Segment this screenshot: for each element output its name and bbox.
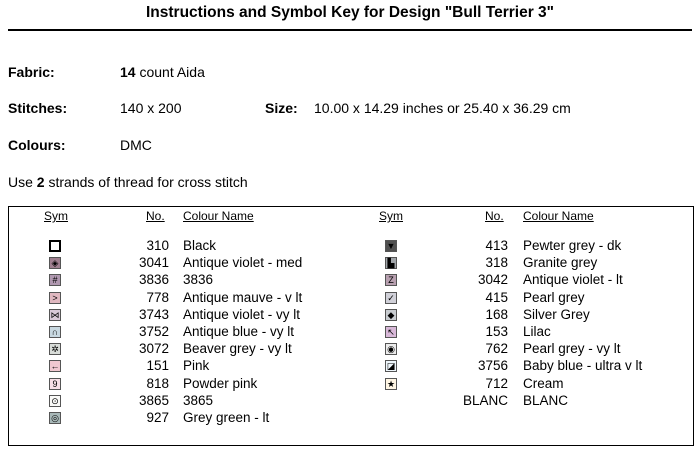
diamond-circle-icon: ◈ <box>49 257 61 269</box>
stitches-label: Stitches: <box>8 100 68 116</box>
dmc-number: 3072 <box>138 341 169 357</box>
dmc-number: 3743 <box>138 306 169 322</box>
dmc-number: 927 <box>146 409 169 425</box>
size-label: Size: <box>265 100 298 116</box>
check-mark-icon: ✓ <box>385 292 397 304</box>
colour-name: Beaver grey - vy lt <box>183 341 292 357</box>
z-icon: Z <box>385 274 397 286</box>
arrow-left-icon: ← <box>50 361 60 372</box>
nine-icon: 9 <box>49 378 61 390</box>
symbol-key-table <box>8 206 694 446</box>
stitches-value: 140 x 200 <box>120 100 182 116</box>
dmc-number: 310 <box>146 238 169 253</box>
diamond-icon: ◆ <box>385 309 397 321</box>
dmc-number: 818 <box>146 375 169 391</box>
dmc-number: 778 <box>146 289 169 305</box>
dmc-number: 415 <box>485 289 508 305</box>
star-icon: ★ <box>386 378 396 389</box>
dmc-number: 3041 <box>138 255 169 271</box>
colour-name-header: Colour Name <box>183 209 254 223</box>
no-header: No. <box>485 209 504 223</box>
fabric-type: count Aida <box>135 64 205 80</box>
ring-icon: ◉ <box>385 343 397 355</box>
colour-name: Baby blue - ultra v lt <box>523 358 643 374</box>
colour-name: Pink <box>183 358 210 374</box>
dmc-number: 3865 <box>138 392 169 408</box>
dmc-number: 413 <box>485 238 508 253</box>
colour-name: BLANC <box>523 392 569 408</box>
colour-name: Antique blue - vy lt <box>183 323 295 339</box>
fabric-count: 14 <box>120 64 136 80</box>
colours-value: DMC <box>120 137 152 153</box>
dmc-number: 168 <box>485 306 508 322</box>
dmc-number: 3752 <box>138 323 169 339</box>
strands-instruction: Use 2 strands of thread for cross stitch <box>8 174 248 190</box>
colour-name: Pearl grey <box>523 289 585 305</box>
greater-than-icon: > <box>49 292 61 304</box>
colour-name: Antique violet - med <box>183 255 303 271</box>
colour-name: Pearl grey - vy lt <box>523 341 621 357</box>
half-square-icon: ◪ <box>386 361 396 372</box>
open-square-icon <box>49 240 61 252</box>
dmc-number: 3042 <box>477 272 508 288</box>
strands-count: 2 <box>36 174 45 190</box>
fabric-value <box>120 64 205 80</box>
colour-name: Powder pink <box>183 375 258 391</box>
colour-name: Black <box>183 238 217 253</box>
colour-name: Cream <box>523 375 564 391</box>
colour-name-header: Colour Name <box>523 209 594 223</box>
colour-name: Antique violet - lt <box>523 272 623 288</box>
size-value: 10.00 x 14.29 inches or 25.40 x 36.29 cm <box>314 100 571 116</box>
page-title: Instructions and Symbol Key for Design "Bull Terrier 3" <box>145 4 555 21</box>
arrow-up-left-icon: ↖ <box>385 326 397 338</box>
colour-name: Grey green - lt <box>183 409 270 425</box>
swirl-icon: ◎ <box>49 412 61 424</box>
fabric-label: Fabric: <box>8 64 55 80</box>
colour-name: 3836 <box>183 272 214 288</box>
dmc-number: 3836 <box>138 272 169 288</box>
dmc-number: BLANC <box>462 392 508 408</box>
colours-label: Colours: <box>8 137 66 153</box>
star-square-icon: ✲ <box>49 343 61 355</box>
sym-header: Sym <box>379 209 403 223</box>
corner-l-icon: ▙ <box>385 257 397 269</box>
colour-name: Granite grey <box>523 255 598 271</box>
dot-circle-icon: ⊙ <box>49 395 61 407</box>
colour-name: Pewter grey - dk <box>523 238 622 253</box>
colour-name: Antique mauve - v lt <box>183 289 303 305</box>
colour-name: Lilac <box>523 323 551 339</box>
colour-name: Antique violet - vy lt <box>183 306 301 322</box>
dmc-number: 712 <box>485 375 508 391</box>
no-header: No. <box>146 209 165 223</box>
dmc-number: 3756 <box>477 358 508 374</box>
down-triangle-icon: ▼ <box>386 241 396 251</box>
arch-icon: ∩ <box>49 326 61 338</box>
dmc-number: 318 <box>485 255 508 271</box>
dmc-number: 762 <box>485 341 508 357</box>
hash-icon: # <box>49 274 61 286</box>
dmc-number: 151 <box>146 358 169 374</box>
colour-name: 3865 <box>183 392 214 408</box>
sym-header: Sym <box>44 209 68 223</box>
title-rule <box>8 29 692 31</box>
colour-name: Silver Grey <box>523 306 590 322</box>
bowtie-icon: ⋈ <box>50 309 60 320</box>
dmc-number: 153 <box>485 323 508 339</box>
